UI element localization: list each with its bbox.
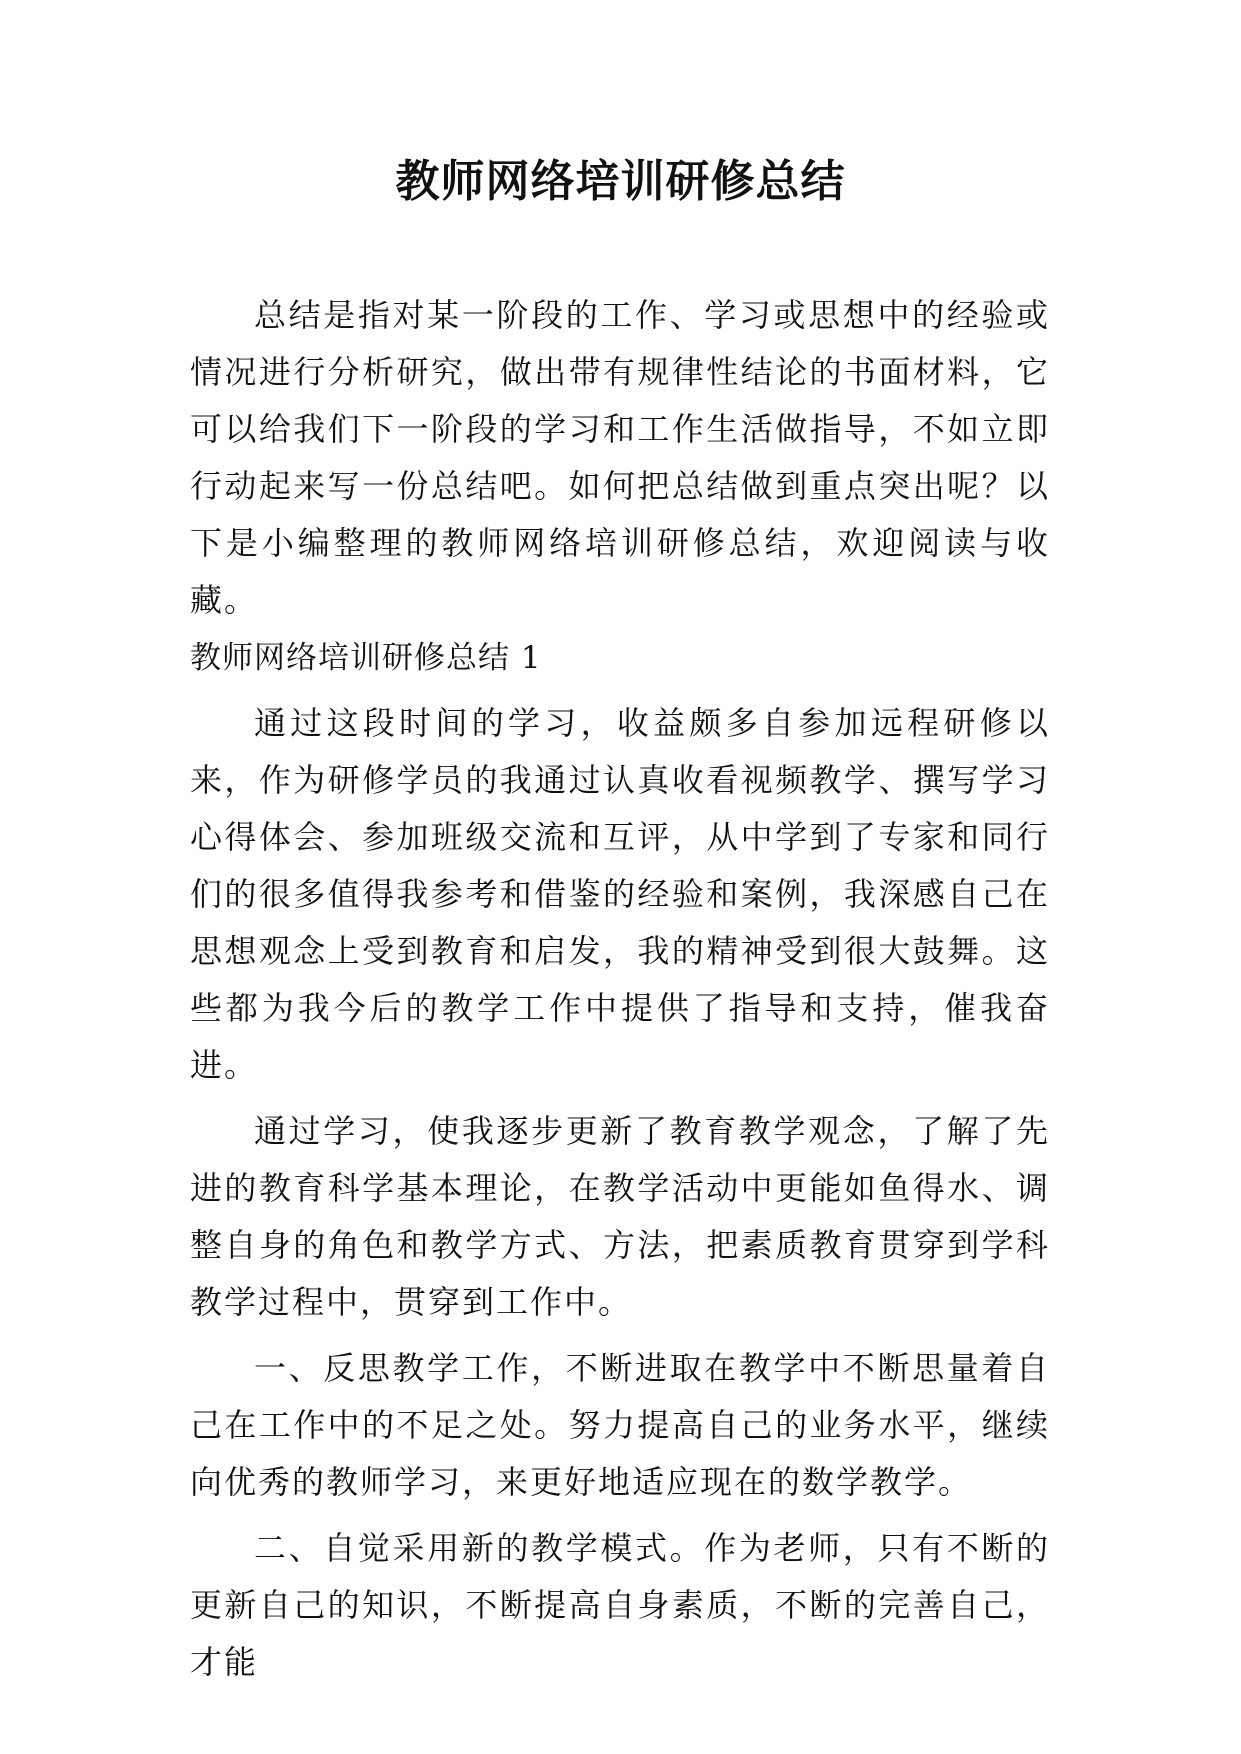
- document-title: 教师网络培训研修总结: [395, 156, 846, 207]
- body-paragraph-3: 一、反思教学工作，不断进取在教学中不断思量着自己在工作中的不足之处。努力提高自己的业务水平，继续向优秀的教师学习，来更好地适应现在的数学教学。: [190, 1349, 1050, 1501]
- intro-paragraph: 总结是指对某一阶段的工作、学习或思想中的经验或情况进行分析研究，做出带有规律性结论的书面材料，它可以给我们下一阶段的学习和工作生活做指导，不如立即行动起来写一份总结吧。如何把总结做到重点突出呢？以下是小编整理的教师网络培训研修总结，欢迎阅读与收藏。: [190, 296, 1050, 619]
- article-section: [190, 630, 1050, 1691]
- body-paragraph-4: 二、自觉采用新的教学模式。作为老师，只有不断的更新自己的知识，不断提高自身素质，不断的完善自己，才能: [190, 1529, 1050, 1681]
- body-paragraph-2: 通过学习，使我逐步更新了教育教学观念，了解了先进的教育科学基本理论，在教学活动中更能如鱼得水、调整自身的角色和教学方式、方法，把素质教育贯穿到学科教学过程中，贯穿到工作中。: [190, 1112, 1050, 1321]
- intro-section: [190, 287, 1050, 629]
- section-heading: 教师网络培训研修总结 1: [190, 640, 542, 676]
- body-paragraph-1: 通过这段时间的学习，收益颇多自参加远程研修以来，作为研修学员的我通过认真收看视频教学、撰写学习心得体会、参加班级交流和互评，从中学到了专家和同行们的很多值得我参考和借鉴的经验和案例，我深感自己在思想观念上受到教育和启发，我的精神受到很大鼓舞。这些都为我今后的教学工作中提供了指导和支持，催我奋进。: [190, 704, 1050, 1084]
